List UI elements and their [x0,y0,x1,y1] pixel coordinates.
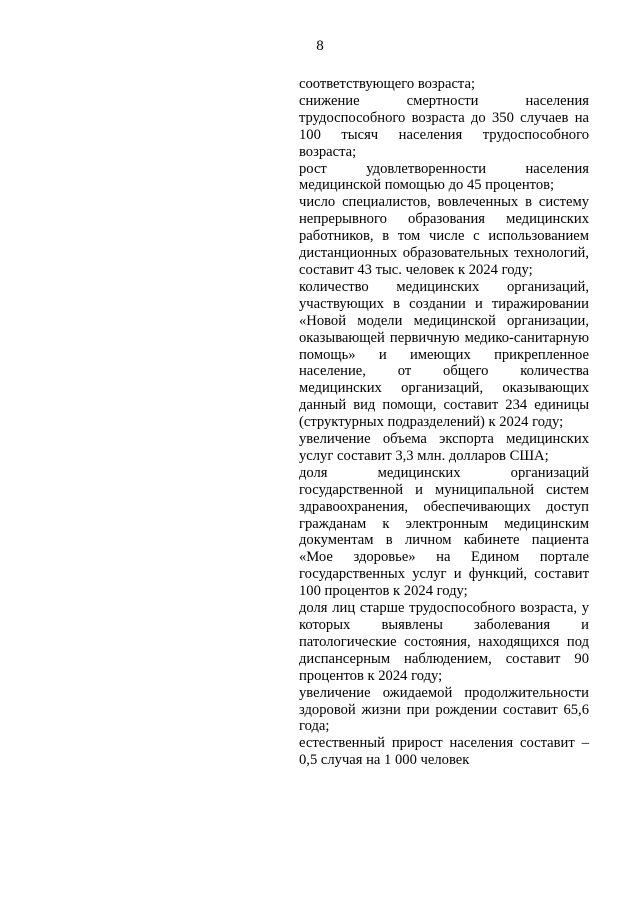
paragraph-elderly-dispensary: доля лиц старше трудоспособного возраста, у которых выявлены заболевания и патологические состояния, находящихся под диспансерным наблюдением, составит 90 процентов к 2024 году; [299,600,589,684]
paragraph-healthy-life-expectancy: увеличение ожидаемой продолжительности здоровой жизни при рождении составит 65,6 года; [299,684,589,735]
paragraph-natural-growth: естественный прирост населения составит – 0,5 случая на 1 000 человек [299,735,589,769]
paragraph-mortality-reduction: снижение смертности населения трудоспособного возраста до 350 случаев на 100 тысяч населения трудоспособного возраста; [299,92,589,160]
page-number: 8 [316,38,324,54]
paragraph-specialists-training: число специалистов, вовлеченных в систему непрерывного образования медицинских работников, в том числе с использованием дистанционных образовательных технологий, составит 43 тыс. человек к 2024 году; [299,194,589,278]
paragraph-electronic-documents: доля медицинских организаций государственной и муниципальной систем здравоохранения, обеспечивающих доступ гражданам к электронным медицинским документам в личном кабинете пациента «Мое здоровье» на Едином портале государственных услуг и функций, составит 100 процентов к 2024 году; [299,464,589,600]
paragraph-age-continuation: соответствующего возраста; [299,76,476,92]
paragraph-new-model-organizations: количество медицинских организаций, участвующих в создании и тиражировании «Новой модели медицинской организации, оказывающей первичную медико-санитарную помощь» и имеющих прикрепленное население, от общего количества медицинских организаций, оказывающих данный вид помощи, составит 234 единицы (структурных подразделений) к 2024 году; [299,278,589,431]
paragraph-satisfaction-growth: рост удовлетворенности населения медицинской помощью до 45 процентов; [299,160,589,194]
paragraph-medical-export: увеличение объема экспорта медицинских услуг составит 3,3 млн. долларов США; [299,431,589,464]
document-body [299,76,589,769]
